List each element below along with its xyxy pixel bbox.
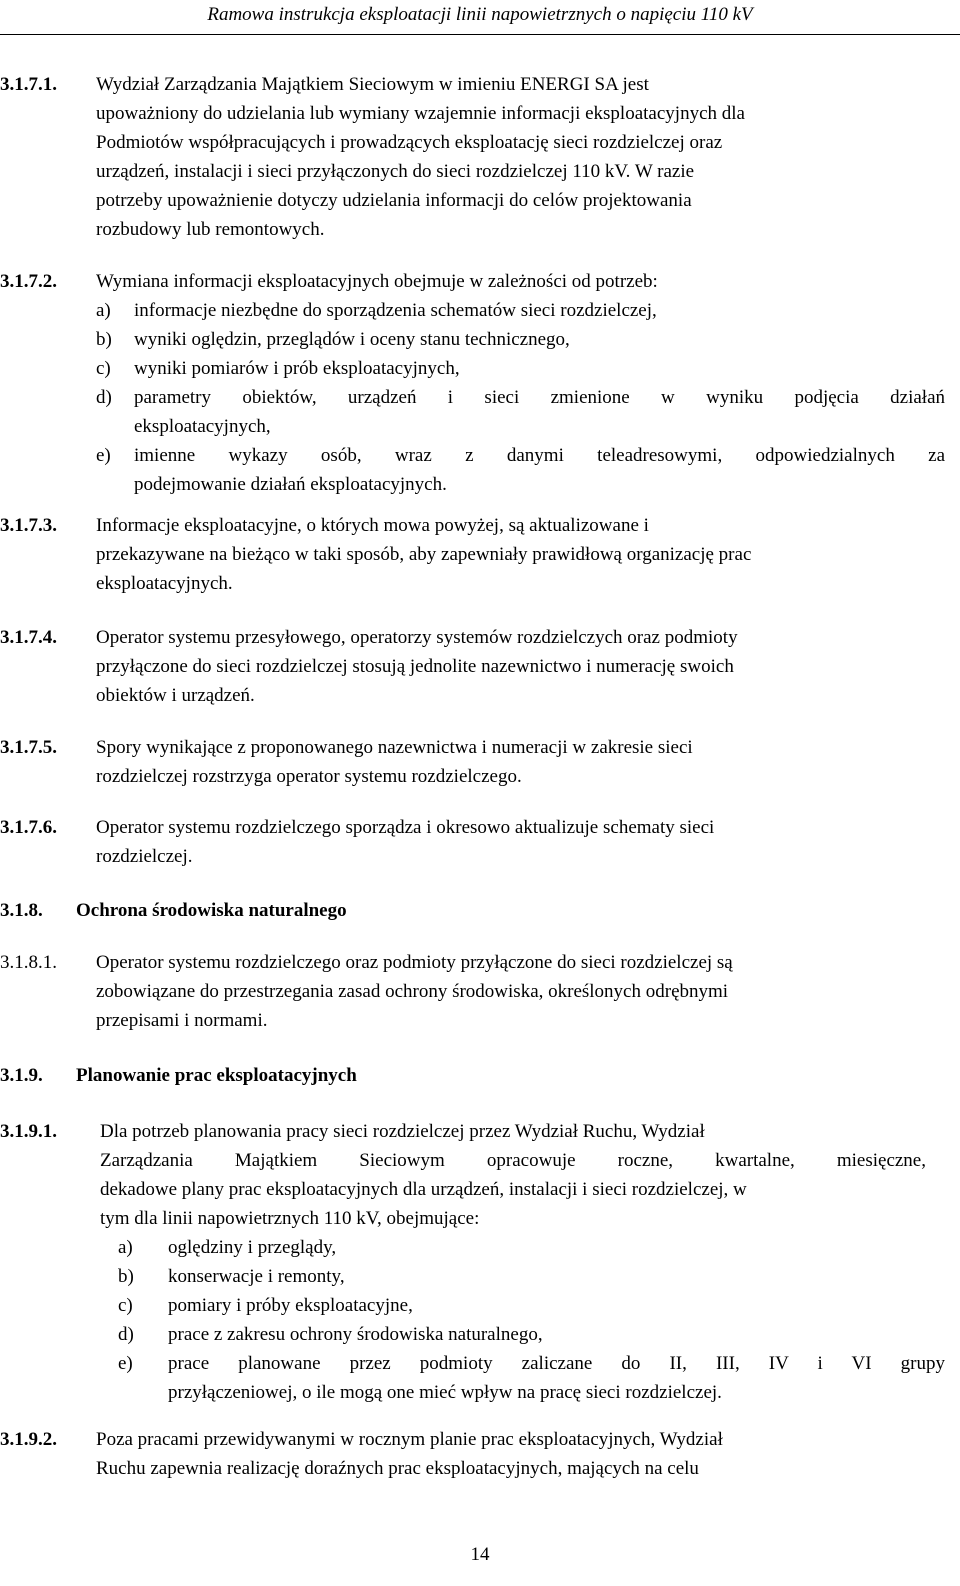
list-text: wyniki oględzin, przeglądów i oceny stanu technicznego, — [134, 329, 570, 350]
paragraph-intro: Wymiana informacji eksploatacyjnych obejmuje w zależności od potrzeb: — [96, 271, 658, 292]
list-item — [96, 383, 945, 441]
paragraph-line: przekazywane na bieżąco w taki sposób, aby zapewniały prawidłową organizację prac — [96, 544, 752, 565]
paragraph-line: upoważniony do udzielania lub wymiany wzajemnie informacji eksploatacyjnych dla — [96, 103, 745, 124]
section-number: 3.1.8.1. — [0, 952, 57, 973]
list-label: c) — [118, 1295, 133, 1316]
section-number: 3.1.7.5. — [0, 737, 57, 758]
section-number: 3.1.7.4. — [0, 627, 57, 648]
list-label: d) — [118, 1324, 134, 1345]
list-label: a) — [118, 1237, 133, 1258]
section-3-1-7-6 — [0, 813, 945, 871]
list-item — [96, 354, 945, 383]
list-text: eksploatacyjnych, — [134, 416, 271, 437]
list-label: b) — [96, 329, 112, 350]
paragraph-line: Informacje eksploatacyjne, o których mowa powyżej, są aktualizowane i — [96, 515, 649, 536]
paragraph-line: Wydział Zarządzania Majątkiem Sieciowym w imieniu ENERGI SA jest — [96, 74, 649, 95]
list-text: oględziny i przeglądy, — [168, 1237, 337, 1258]
section-3-1-7-4 — [0, 623, 945, 710]
list-text: parametry obiektów, urządzeń i sieci zmienione w wyniku podjęcia działań — [134, 387, 945, 408]
section-3-1-7-5 — [0, 733, 945, 791]
paragraph-line: rozbudowy lub remontowych. — [96, 219, 325, 240]
list-label: e) — [96, 445, 111, 466]
paragraph-line: przepisami i normami. — [96, 1010, 268, 1031]
section-number: 3.1.9.2. — [0, 1429, 57, 1450]
heading-title: Ochrona środowiska naturalnego — [76, 900, 347, 921]
section-number: 3.1.7.2. — [0, 271, 57, 292]
section-heading-3-1-8 — [0, 896, 347, 925]
list-label: b) — [118, 1266, 134, 1287]
list-text: wyniki pomiarów i prób eksploatacyjnych, — [134, 358, 460, 379]
paragraph-line: Dla potrzeb planowania pracy sieci rozdzielczej przez Wydział Ruchu, Wydział — [100, 1121, 705, 1142]
list-text: prace z zakresu ochrony środowiska naturalnego, — [168, 1324, 543, 1345]
list-text: imienne wykazy osób, wraz z danymi teleadresowymi, odpowiedzialnych za — [134, 445, 945, 466]
section-3-1-8-1 — [0, 948, 945, 1035]
list-label: c) — [96, 358, 111, 379]
list-item — [118, 1262, 945, 1291]
list-text: informacje niezbędne do sporządzenia schematów sieci rozdzielczej, — [134, 300, 657, 321]
section-number: 3.1.7.1. — [0, 74, 57, 95]
section-number: 3.1.7.3. — [0, 515, 57, 536]
section-3-1-9-2 — [0, 1425, 945, 1483]
paragraph-line: zobowiązane do przestrzegania zasad ochrony środowiska, określonych odrębnymi — [96, 981, 729, 1002]
paragraph-line: Zarządzania Majątkiem Sieciowym opracowuje roczne, kwartalne, miesięczne, — [100, 1150, 926, 1171]
list-label: e) — [118, 1353, 133, 1374]
section-3-1-7-2 — [0, 267, 945, 499]
paragraph-line: Poza pracami przewidywanymi w rocznym planie prac eksploatacyjnych, Wydział — [96, 1429, 723, 1450]
list-label: d) — [96, 387, 112, 408]
page-number: 14 — [470, 1544, 490, 1565]
paragraph-line: potrzeby upoważnienie dotyczy udzielania informacji do celów projektowania — [96, 190, 692, 211]
paragraph-line: urządzeń, instalacji i sieci przyłączonych do sieci rozdzielczej 110 kV. W razie — [96, 161, 695, 182]
list-item — [118, 1233, 945, 1262]
paragraph-line: Operator systemu przesyłowego, operatorzy systemów rozdzielczych oraz podmioty — [96, 627, 738, 648]
section-number: 3.1.7.6. — [0, 817, 57, 838]
section-3-1-9-1 — [0, 1117, 945, 1407]
list-item — [96, 325, 945, 354]
list-item — [96, 441, 945, 499]
paragraph-line: rozdzielczej. — [96, 846, 193, 867]
paragraph-line: rozdzielczej rozstrzyga operator systemu rozdzielczego. — [96, 766, 522, 787]
section-3-1-7-1 — [0, 70, 860, 244]
list-text: pomiary i próby eksploatacyjne, — [168, 1295, 413, 1316]
heading-number: 3.1.9. — [0, 1065, 43, 1086]
list-item — [118, 1320, 945, 1349]
section-3-1-7-3 — [0, 511, 945, 598]
paragraph-line: eksploatacyjnych. — [96, 573, 233, 594]
list-item — [96, 296, 945, 325]
paragraph-line: Podmiotów współpracujących i prowadzących eksploatację sieci rozdzielczej oraz — [96, 132, 723, 153]
paragraph-line: obiektów i urządzeń. — [96, 685, 255, 706]
section-heading-3-1-9 — [0, 1061, 357, 1090]
list-text: konserwacje i remonty, — [168, 1266, 345, 1287]
paragraph-line: Spory wynikające z proponowanego nazewnictwa i numeracji w zakresie sieci — [96, 737, 693, 758]
heading-title: Planowanie prac eksploatacyjnych — [76, 1065, 357, 1086]
running-header: Ramowa instrukcja eksploatacji linii napowietrznych o napięciu 110 kV — [207, 4, 753, 25]
paragraph-line: Operator systemu rozdzielczego oraz podmioty przyłączone do sieci rozdzielczej są — [96, 952, 733, 973]
list-text: podejmowanie działań eksploatacyjnych. — [134, 474, 447, 495]
paragraph-line: przyłączone do sieci rozdzielczej stosują jednolite nazewnictwo i numerację swoich — [96, 656, 734, 677]
list-text: przyłączeniowej, o ile mogą one mieć wpływ na pracę sieci rozdzielczej. — [168, 1382, 722, 1403]
list-text: prace planowane przez podmioty zaliczane do II, III, IV i VI grupy — [168, 1353, 945, 1374]
header-rule — [0, 34, 960, 35]
list-item — [118, 1349, 945, 1407]
paragraph-line: tym dla linii napowietrznych 110 kV, obejmujące: — [100, 1208, 480, 1229]
list-item — [118, 1291, 945, 1320]
paragraph-line: dekadowe plany prac eksploatacyjnych dla urządzeń, instalacji i sieci rozdzielczej, w — [100, 1179, 747, 1200]
paragraph-line: Ruchu zapewnia realizację doraźnych prac eksploatacyjnych, mających na celu — [96, 1458, 699, 1479]
heading-number: 3.1.8. — [0, 900, 43, 921]
section-number: 3.1.9.1. — [0, 1121, 57, 1142]
paragraph-line: Operator systemu rozdzielczego sporządza i okresowo aktualizuje schematy sieci — [96, 817, 715, 838]
list-label: a) — [96, 300, 111, 321]
